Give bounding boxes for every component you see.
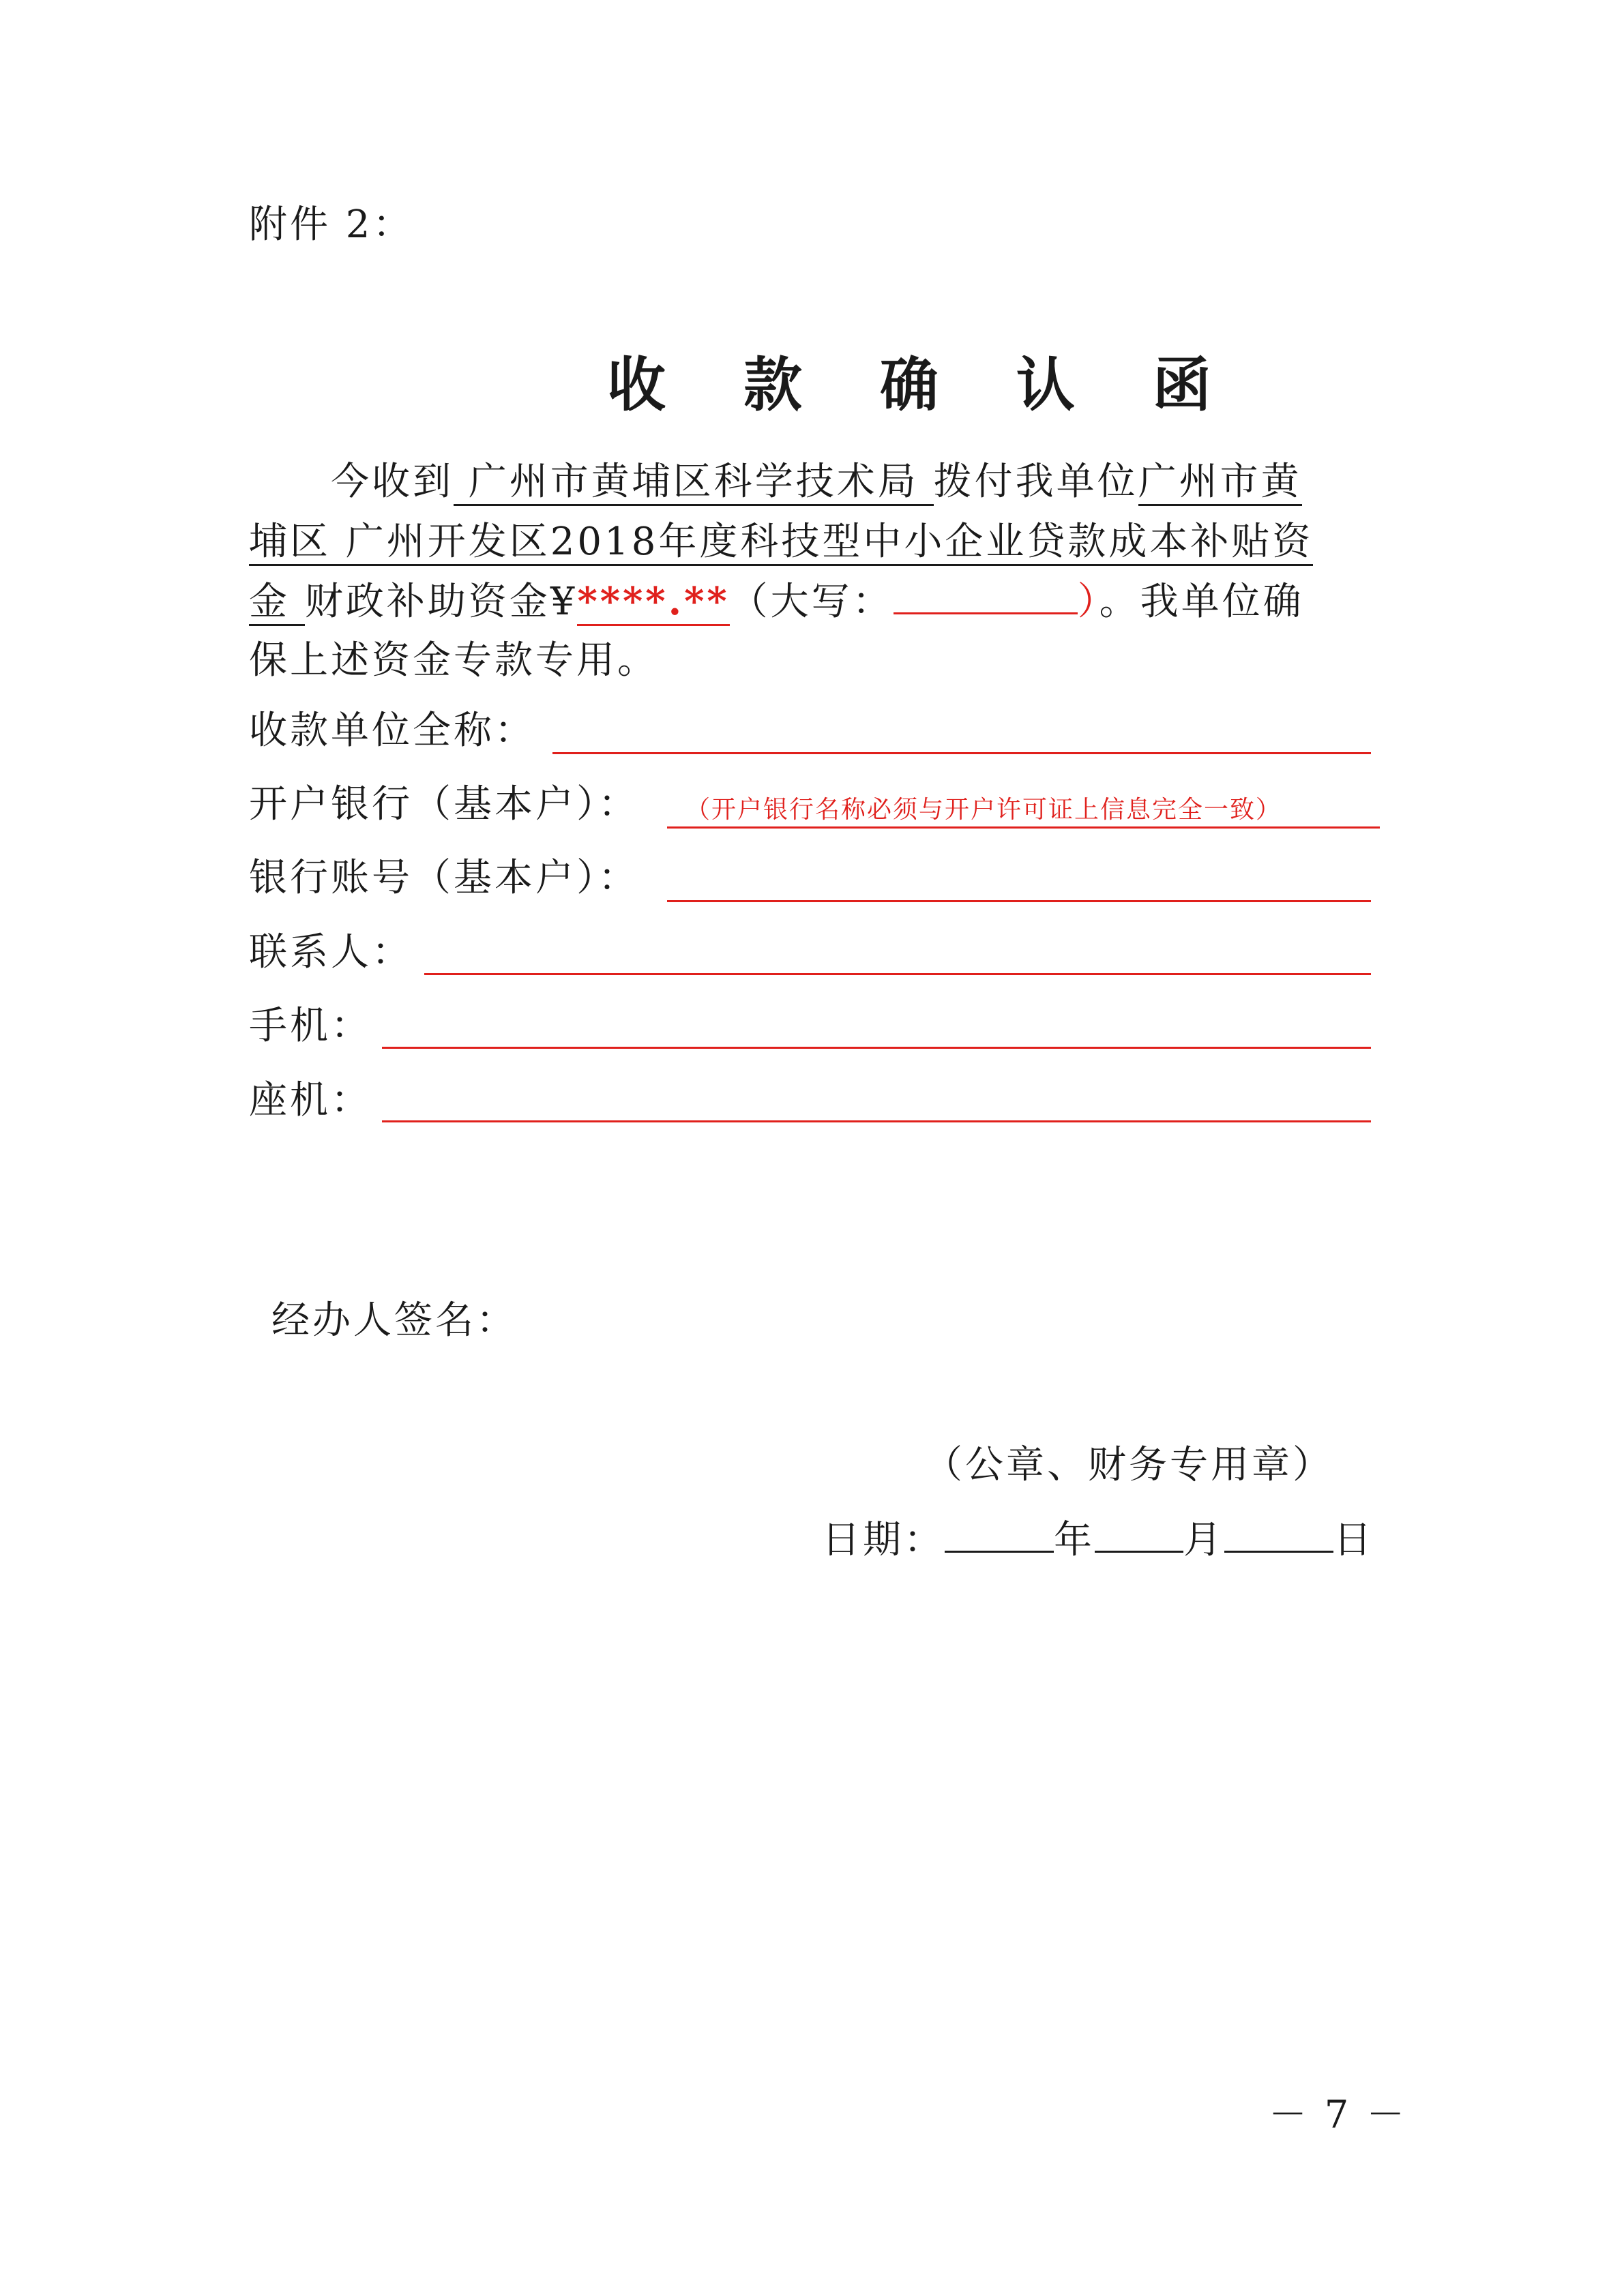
contact-blank[interactable] [424,973,1371,975]
year-blank[interactable] [945,1551,1054,1553]
day-blank[interactable] [1224,1551,1333,1553]
account-number-blank[interactable] [667,900,1371,902]
paragraph-line-3 [249,580,1304,624]
bank-name-blank[interactable] [667,826,1380,829]
field-label-mobile: 手机： [249,1004,372,1048]
field-label-bank: 开户银行（基本户）： [249,782,639,826]
paragraph-line-4: 保上述资金专款专用。 [249,638,658,683]
payee-name-blank[interactable] [552,752,1371,754]
allocate-text: 拨付我单位 [933,460,1138,504]
field-label-payee: 收款单位全称： [249,709,535,753]
daxie-blank[interactable] [894,612,1078,614]
confirm-text: 。我单位确 [1099,580,1304,624]
received-prefix: 今收到 [331,460,454,504]
project-name-part1: 广州市黄 [1138,460,1302,506]
paragraph-line-2 [249,520,1313,564]
bank-name-note: （开户银行名称必须与开户许可证上信息完全一致） [685,796,1282,824]
mobile-blank[interactable] [382,1047,1371,1049]
subsidy-text: 财政补助资金¥ [304,580,578,624]
signature-label: 经办人签名： [271,1298,517,1343]
date-line [822,1519,1374,1562]
field-label-contact: 联系人： [249,930,413,974]
seal-label: （公章、财务专用章） [924,1443,1333,1487]
daxie-label: （大写： [729,580,894,624]
project-name-part3: 金 [249,580,305,626]
field-label-landline: 座机： [249,1078,372,1122]
paragraph-line-1 [331,460,1302,504]
year-label: 年 [1054,1518,1095,1562]
month-label: 月 [1183,1518,1224,1562]
month-blank[interactable] [1095,1551,1183,1553]
field-label-account: 银行账号（基本户）： [249,856,639,900]
attachment-label: 附件 2： [249,203,414,247]
page-number: － 7 － [1269,2093,1408,2137]
day-label: 日 [1333,1518,1374,1562]
landline-blank[interactable] [382,1120,1371,1122]
date-label: 日期： [822,1518,945,1562]
project-name-part2: 埔区 广州开发区2018年度科技型中小企业贷款成本补贴资 [249,520,1313,566]
payer-name: 广州市黄埔区科学技术局 [454,460,934,506]
document-title: 收 款 确 认 函 [607,351,1240,419]
amount-value: ****.** [577,579,729,626]
daxie-close: ） [1077,580,1099,624]
